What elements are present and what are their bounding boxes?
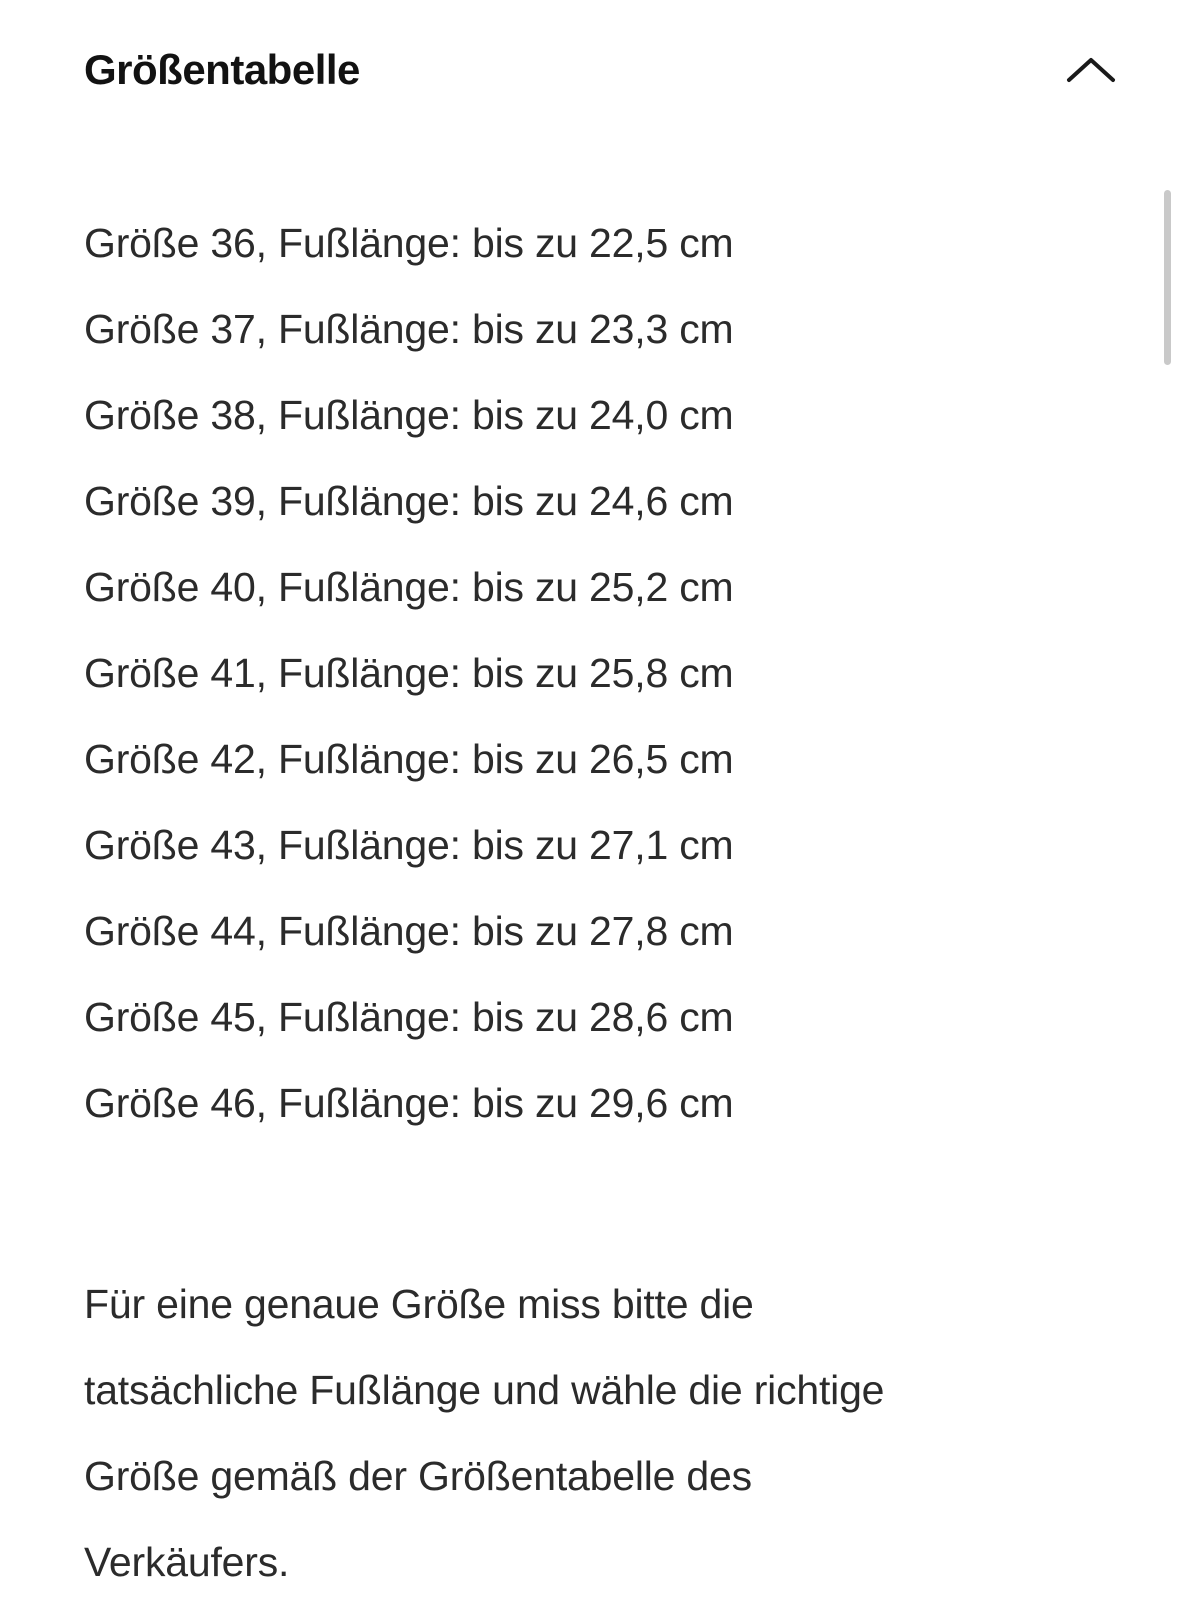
list-item: Größe 38, Fußlänge: bis zu 24,0 cm	[84, 392, 734, 438]
chevron-up-icon[interactable]	[1059, 38, 1123, 102]
page-title: Größentabelle	[84, 45, 360, 93]
list-item: Größe 44, Fußlänge: bis zu 27,8 cm	[84, 908, 734, 954]
list-item: Größe 46, Fußlänge: bis zu 29,6 cm	[84, 1080, 734, 1126]
list-item: Größe 42, Fußlänge: bis zu 26,5 cm	[84, 736, 734, 782]
list-item: Größe 41, Fußlänge: bis zu 25,8 cm	[84, 650, 734, 696]
scrollbar[interactable]	[1161, 0, 1171, 1570]
list-item: Größe 37, Fußlänge: bis zu 23,3 cm	[84, 306, 734, 352]
chevron-up-glyph	[1066, 55, 1116, 85]
list-item: Größe 36, Fußlänge: bis zu 22,5 cm	[84, 220, 734, 266]
list-item: Größe 39, Fußlänge: bis zu 24,6 cm	[84, 478, 734, 524]
size-list	[0, 102, 1179, 1146]
list-item: Größe 45, Fußlänge: bis zu 28,6 cm	[84, 994, 734, 1040]
scrollbar-thumb[interactable]	[1164, 190, 1171, 365]
list-item: Größe 43, Fußlänge: bis zu 27,1 cm	[84, 822, 734, 868]
list-item: Größe 40, Fußlänge: bis zu 25,2 cm	[84, 564, 734, 610]
measuring-note: Für eine genaue Größe miss bitte die tatsächliche Fußlänge und wähle die richtige Größe gemäß der Größentabelle des Verkäufers.	[84, 1281, 885, 1585]
size-chart-header[interactable]	[0, 0, 1179, 102]
